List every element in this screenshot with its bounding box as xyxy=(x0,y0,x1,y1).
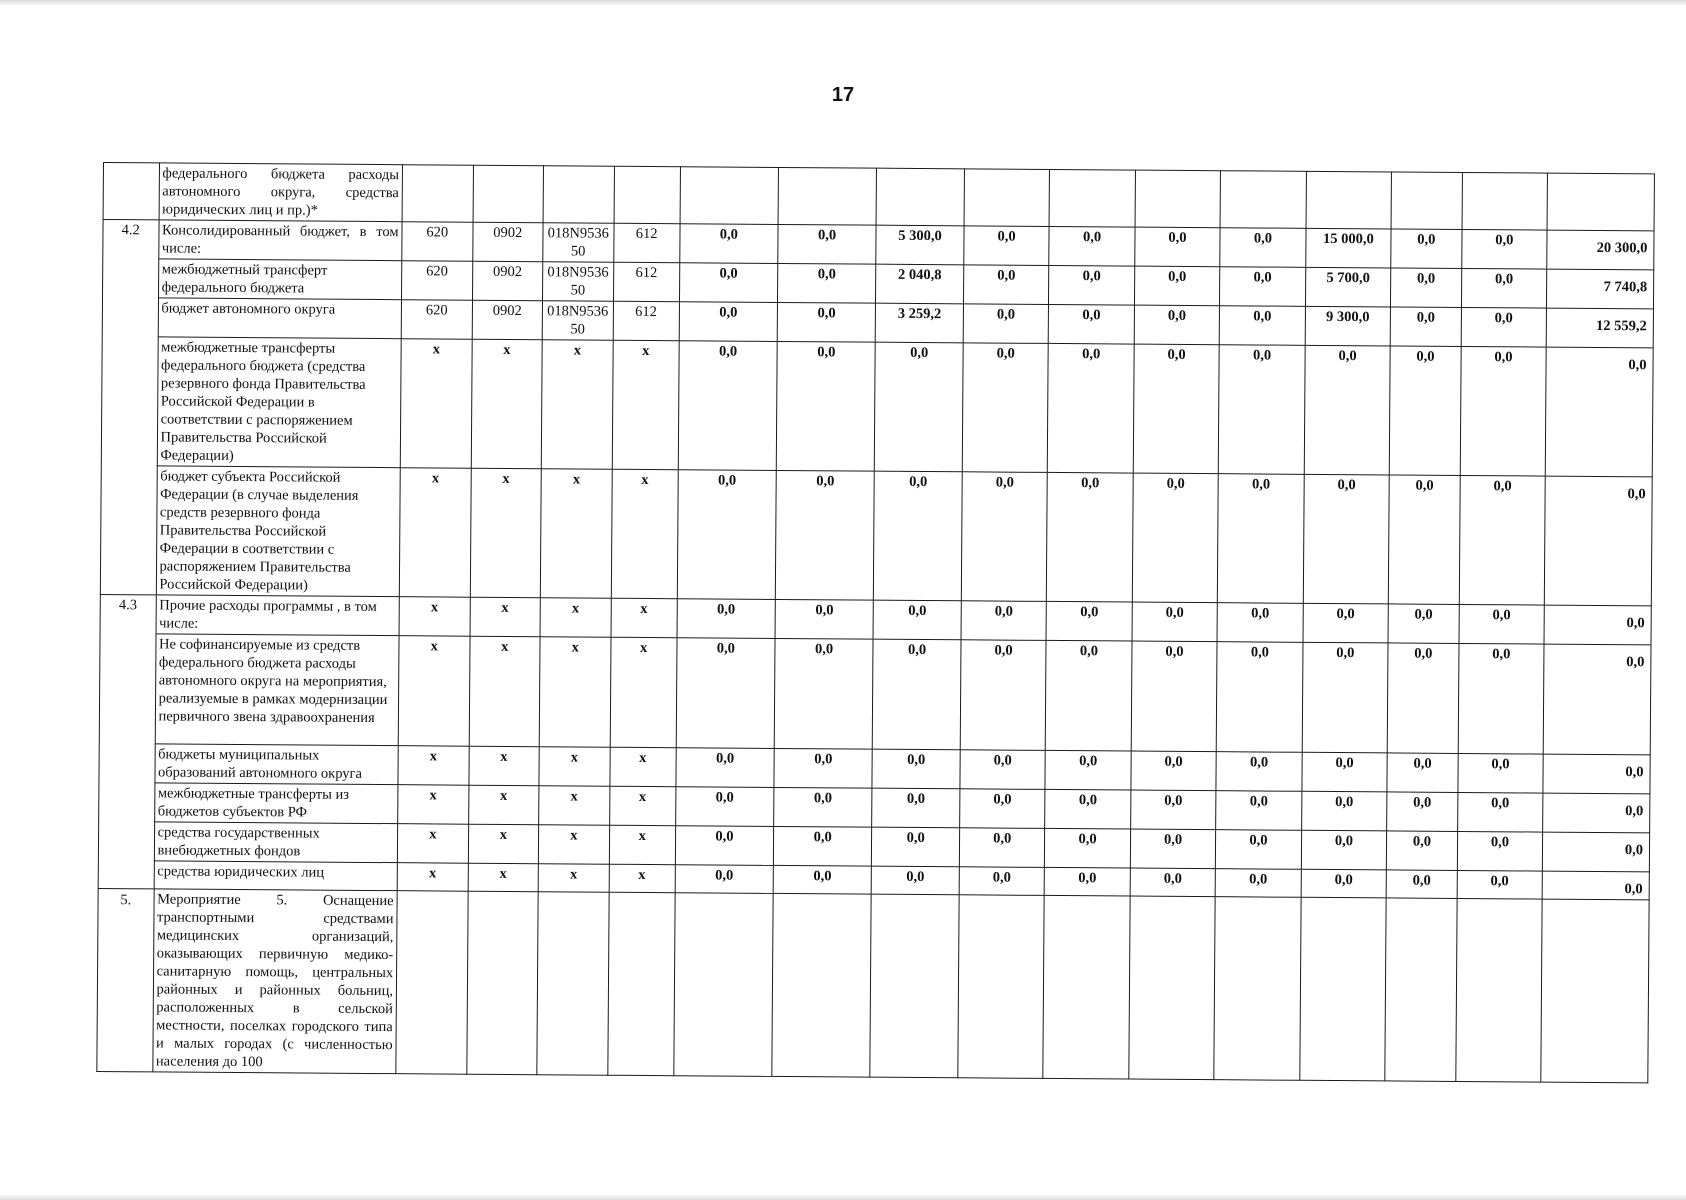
value-cell: 0,0 xyxy=(1457,831,1543,871)
code-cell: x xyxy=(470,468,541,598)
value-cell: 0,0 xyxy=(875,342,964,472)
value-cell: 0,0 xyxy=(1049,265,1135,305)
value-cell: 0,0 xyxy=(1130,790,1216,830)
value-cell: 0,0 xyxy=(1131,751,1217,791)
value-cell xyxy=(778,167,877,225)
value-cell: 0,0 xyxy=(1460,346,1546,476)
total-cell: 20 300,0 xyxy=(1547,230,1654,270)
value-cell xyxy=(1135,170,1221,228)
table-row xyxy=(101,336,1653,476)
value-cell: 0,0 xyxy=(1130,868,1216,897)
scan-edge-top xyxy=(0,0,1686,6)
value-cell: 9 300,0 xyxy=(1305,306,1391,346)
code-cell xyxy=(607,892,675,1075)
value-cell: 0,0 xyxy=(1044,867,1130,896)
total-cell: 0,0 xyxy=(1543,754,1650,794)
value-cell xyxy=(1306,171,1392,229)
value-cell: 0,0 xyxy=(1390,307,1461,347)
total-cell: 0,0 xyxy=(1544,605,1651,645)
value-cell: 0,0 xyxy=(677,470,776,600)
value-cell: 0,0 xyxy=(1218,345,1304,475)
value-cell: 0,0 xyxy=(1047,472,1133,602)
value-cell: 0,0 xyxy=(1302,642,1388,753)
value-cell xyxy=(674,893,774,1077)
value-cell: 2 040,8 xyxy=(876,264,964,304)
code-cell: x xyxy=(612,340,679,469)
value-cell: 0,0 xyxy=(677,599,776,639)
value-cell: 0,0 xyxy=(679,263,778,303)
value-cell: 0,0 xyxy=(1220,267,1306,307)
description-cell: бюджеты муниципальных образований автономного округа xyxy=(154,744,398,785)
value-cell: 0,0 xyxy=(676,638,775,749)
code-cell: x xyxy=(611,469,678,598)
value-cell: 0,0 xyxy=(961,472,1047,602)
value-cell: 0,0 xyxy=(1215,869,1301,898)
value-cell xyxy=(1385,898,1457,1082)
page-number: 17 xyxy=(831,84,855,106)
value-cell: 0,0 xyxy=(964,226,1050,266)
value-cell: 0,0 xyxy=(1135,227,1221,267)
value-cell: 0,0 xyxy=(1387,643,1458,754)
code-cell: x xyxy=(610,747,677,786)
value-cell: 0,0 xyxy=(959,828,1045,868)
value-cell: 0,0 xyxy=(1048,343,1134,473)
value-cell xyxy=(680,167,779,225)
code-cell: x xyxy=(400,339,471,469)
value-cell: 0,0 xyxy=(680,224,779,264)
value-cell: 0,0 xyxy=(1049,304,1135,344)
value-cell: 0,0 xyxy=(873,600,961,640)
value-cell: 0,0 xyxy=(1459,604,1545,644)
value-cell: 0,0 xyxy=(1304,345,1390,475)
value-cell: 0,0 xyxy=(1217,603,1303,643)
total-cell: 0,0 xyxy=(1543,644,1651,755)
row-number-cell xyxy=(103,163,159,220)
value-cell: 0,0 xyxy=(776,341,875,471)
description-cell: межбюджетные трансферты федерального бюджета (средства резервного фонда Правительства Российской Федерации в соответствии с распоряжением Правительства Российской Федерации) xyxy=(157,337,401,468)
value-cell: 0,0 xyxy=(1134,305,1220,345)
value-cell: 0,0 xyxy=(1132,602,1218,642)
value-cell: 5 300,0 xyxy=(876,225,964,265)
value-cell: 0,0 xyxy=(959,867,1045,896)
value-cell: 0,0 xyxy=(871,866,959,895)
code-cell xyxy=(537,892,609,1076)
value-cell: 0,0 xyxy=(963,265,1049,305)
value-cell: 0,0 xyxy=(775,599,874,639)
value-cell xyxy=(958,895,1045,1079)
value-cell: 0,0 xyxy=(1216,642,1302,753)
code-cell: x xyxy=(609,825,676,864)
code-cell: 620 xyxy=(401,300,472,340)
value-cell: 0,0 xyxy=(1386,870,1457,899)
code-cell: x xyxy=(399,597,470,637)
value-cell: 0,0 xyxy=(1130,829,1216,869)
value-cell: 0,0 xyxy=(774,748,873,788)
description-cell: Консолидированный бюджет, в том числе: xyxy=(158,220,402,261)
value-cell: 0,0 xyxy=(872,749,960,789)
code-cell: x xyxy=(538,825,609,865)
value-cell: 0,0 xyxy=(1387,831,1458,871)
code-cell: x xyxy=(541,340,612,470)
code-cell xyxy=(473,165,544,223)
value-cell xyxy=(1300,897,1387,1081)
value-cell xyxy=(964,169,1050,227)
code-cell: x xyxy=(468,785,539,825)
code-cell: x xyxy=(468,863,539,892)
row-number-cell: 4.2 xyxy=(100,220,158,595)
total-cell xyxy=(1541,899,1649,1083)
code-cell: x xyxy=(609,864,675,892)
total-cell xyxy=(1547,173,1654,231)
value-cell: 0,0 xyxy=(960,750,1046,790)
code-cell: x xyxy=(470,597,541,637)
code-cell: x xyxy=(398,746,469,786)
value-cell: 0,0 xyxy=(961,601,1047,641)
value-cell: 0,0 xyxy=(1046,601,1132,641)
code-cell: x xyxy=(610,637,677,747)
value-cell xyxy=(1220,171,1306,229)
description-cell: бюджет субъекта Российской Федерации (в случае выделения средств резервного фонда Правительства Российской Федерации в соответствии с распоряжением Правительства Российской Федерации) xyxy=(156,466,400,597)
code-cell: 0902 xyxy=(472,300,543,340)
code-cell: x xyxy=(539,786,610,826)
value-cell: 0,0 xyxy=(960,789,1046,829)
code-cell: x xyxy=(397,863,468,892)
row-number-cell: 4.3 xyxy=(98,594,156,888)
description-cell: средства юридических лиц xyxy=(154,861,398,891)
value-cell: 0,0 xyxy=(1459,475,1545,605)
value-cell: 0,0 xyxy=(775,470,874,600)
value-cell: 0,0 xyxy=(1133,344,1219,474)
value-cell: 5 700,0 xyxy=(1305,267,1391,307)
value-cell xyxy=(1455,898,1542,1082)
value-cell: 0,0 xyxy=(675,787,774,827)
value-cell: 0,0 xyxy=(1388,475,1459,605)
total-cell: 0,0 xyxy=(1544,476,1652,606)
value-cell: 0,0 xyxy=(1457,792,1543,832)
value-cell: 0,0 xyxy=(872,788,960,828)
value-cell xyxy=(876,168,964,226)
value-cell: 0,0 xyxy=(773,865,871,894)
row-number-cell: 5. xyxy=(97,888,154,1071)
value-cell: 0,0 xyxy=(777,302,876,342)
value-cell xyxy=(1214,897,1301,1081)
value-cell: 0,0 xyxy=(1216,830,1302,870)
description-cell: межбюджетный трансферт федерального бюджета xyxy=(158,259,402,300)
value-cell xyxy=(1391,172,1462,230)
code-cell: 612 xyxy=(613,223,680,262)
value-cell: 0,0 xyxy=(1387,753,1458,793)
value-cell: 0,0 xyxy=(1303,474,1389,604)
value-cell: 0,0 xyxy=(1391,268,1462,308)
code-cell: x xyxy=(398,636,469,747)
value-cell: 0,0 xyxy=(1134,266,1220,306)
code-cell: 620 xyxy=(402,261,473,301)
value-cell: 0,0 xyxy=(1388,604,1459,644)
value-cell xyxy=(1462,172,1548,230)
code-cell: x xyxy=(609,786,676,825)
value-cell xyxy=(1129,896,1216,1080)
description-cell: средства государственных внебюджетных фондов xyxy=(154,822,398,863)
code-cell: x xyxy=(397,824,468,864)
value-cell: 0,0 xyxy=(874,471,963,601)
value-cell: 0,0 xyxy=(1389,346,1460,476)
value-cell: 0,0 xyxy=(1301,869,1387,898)
value-cell: 0,0 xyxy=(1131,641,1217,752)
code-cell: 0902 xyxy=(472,261,543,301)
code-cell xyxy=(396,891,468,1075)
value-cell: 0,0 xyxy=(1461,229,1547,269)
code-cell: x xyxy=(469,746,540,786)
description-cell: Прочие расходы программы , в том числе: xyxy=(156,595,400,636)
code-cell: 612 xyxy=(613,301,680,340)
value-cell: 0,0 xyxy=(1049,226,1135,266)
table-row xyxy=(99,633,1651,754)
value-cell: 0,0 xyxy=(774,638,873,749)
value-cell: 0,0 xyxy=(676,748,775,788)
value-cell: 0,0 xyxy=(1045,789,1131,829)
description-cell: Не софинансируемые из средств федерального бюджета расходы автономного округа на мероприятия, реализуемые в рамках модернизации первичного звена здравоохранения xyxy=(155,634,399,746)
code-cell: 018N9536 50 xyxy=(543,262,614,302)
total-cell: 0,0 xyxy=(1542,832,1649,872)
value-cell: 0,0 xyxy=(960,640,1046,751)
value-cell: 0,0 xyxy=(675,826,774,866)
description-cell: Мероприятие 5. Оснащение транспортными средствами медицинских организаций, оказывающих первичную медико-санитарную помощь, центральных районных и районных больниц, расположенных в сельской местности, поселках городского типа и малых городах (с численностью населения до 100 xyxy=(152,889,397,1074)
value-cell: 0,0 xyxy=(773,826,872,866)
value-cell xyxy=(870,894,959,1078)
value-cell: 0,0 xyxy=(1216,791,1302,831)
value-cell: 0,0 xyxy=(962,343,1048,473)
code-cell xyxy=(466,891,538,1075)
total-cell: 12 559,2 xyxy=(1546,308,1653,348)
budget-table xyxy=(96,162,1655,1083)
total-cell: 0,0 xyxy=(1542,871,1649,900)
description-cell: межбюджетные трансферты из бюджетов субъектов РФ xyxy=(154,783,398,824)
value-cell: 0,0 xyxy=(678,341,777,471)
code-cell: 018N9536 50 xyxy=(543,223,614,263)
value-cell: 0,0 xyxy=(1220,228,1306,268)
value-cell: 0,0 xyxy=(778,224,877,264)
value-cell: 0,0 xyxy=(963,304,1049,344)
code-cell: x xyxy=(398,785,469,825)
code-cell: x xyxy=(469,636,540,747)
value-cell: 0,0 xyxy=(675,865,773,894)
code-cell: 612 xyxy=(613,262,680,301)
value-cell: 0,0 xyxy=(774,787,873,827)
value-cell: 3 259,2 xyxy=(876,303,964,343)
code-cell: x xyxy=(399,468,470,598)
value-cell xyxy=(1049,169,1135,227)
value-cell: 0,0 xyxy=(1387,792,1458,832)
value-cell: 15 000,0 xyxy=(1305,228,1391,268)
code-cell: x xyxy=(538,864,609,893)
value-cell: 0,0 xyxy=(1391,229,1462,269)
value-cell: 0,0 xyxy=(778,263,877,303)
value-cell: 0,0 xyxy=(1458,753,1544,793)
value-cell: 0,0 xyxy=(1045,828,1131,868)
value-cell: 0,0 xyxy=(1046,640,1132,751)
scan-edge-bottom xyxy=(0,1194,1686,1200)
code-cell: x xyxy=(539,747,610,787)
value-cell: 0,0 xyxy=(1461,307,1547,347)
value-cell: 0,0 xyxy=(872,827,960,867)
value-cell: 0,0 xyxy=(1303,603,1389,643)
value-cell: 0,0 xyxy=(873,639,961,750)
total-cell: 0,0 xyxy=(1545,347,1653,477)
code-cell: x xyxy=(468,824,539,864)
value-cell xyxy=(1043,895,1130,1079)
total-cell: 7 740,8 xyxy=(1547,269,1654,309)
code-cell: 018N9536 50 xyxy=(542,301,613,341)
value-cell: 0,0 xyxy=(1219,306,1305,346)
code-cell: x xyxy=(471,339,542,469)
total-cell: 0,0 xyxy=(1543,793,1650,833)
code-cell: x xyxy=(539,637,610,748)
code-cell xyxy=(614,166,681,223)
code-cell xyxy=(402,165,473,223)
description-cell: федерального бюджета расходы автономного округа, средства юридических лиц и пр.)* xyxy=(159,163,403,222)
value-cell: 0,0 xyxy=(1216,752,1302,792)
value-cell: 0,0 xyxy=(1301,830,1387,870)
table-row xyxy=(97,888,1649,1082)
value-cell: 0,0 xyxy=(1458,643,1544,754)
value-cell: 0,0 xyxy=(1218,474,1304,604)
value-cell: 0,0 xyxy=(1045,750,1131,790)
code-cell xyxy=(543,166,614,224)
code-cell: x xyxy=(540,469,611,599)
value-cell: 0,0 xyxy=(679,302,778,342)
code-cell: x xyxy=(540,598,611,638)
value-cell xyxy=(772,893,872,1077)
value-cell: 0,0 xyxy=(1461,268,1547,308)
value-cell: 0,0 xyxy=(1302,752,1388,792)
code-cell: 0902 xyxy=(472,222,543,262)
value-cell: 0,0 xyxy=(1132,473,1218,603)
table-row xyxy=(100,465,1652,605)
value-cell: 0,0 xyxy=(1457,870,1543,899)
value-cell: 0,0 xyxy=(1301,791,1387,831)
code-cell: 620 xyxy=(402,222,473,262)
code-cell: x xyxy=(611,598,678,637)
description-cell: бюджет автономного округа xyxy=(158,298,402,339)
